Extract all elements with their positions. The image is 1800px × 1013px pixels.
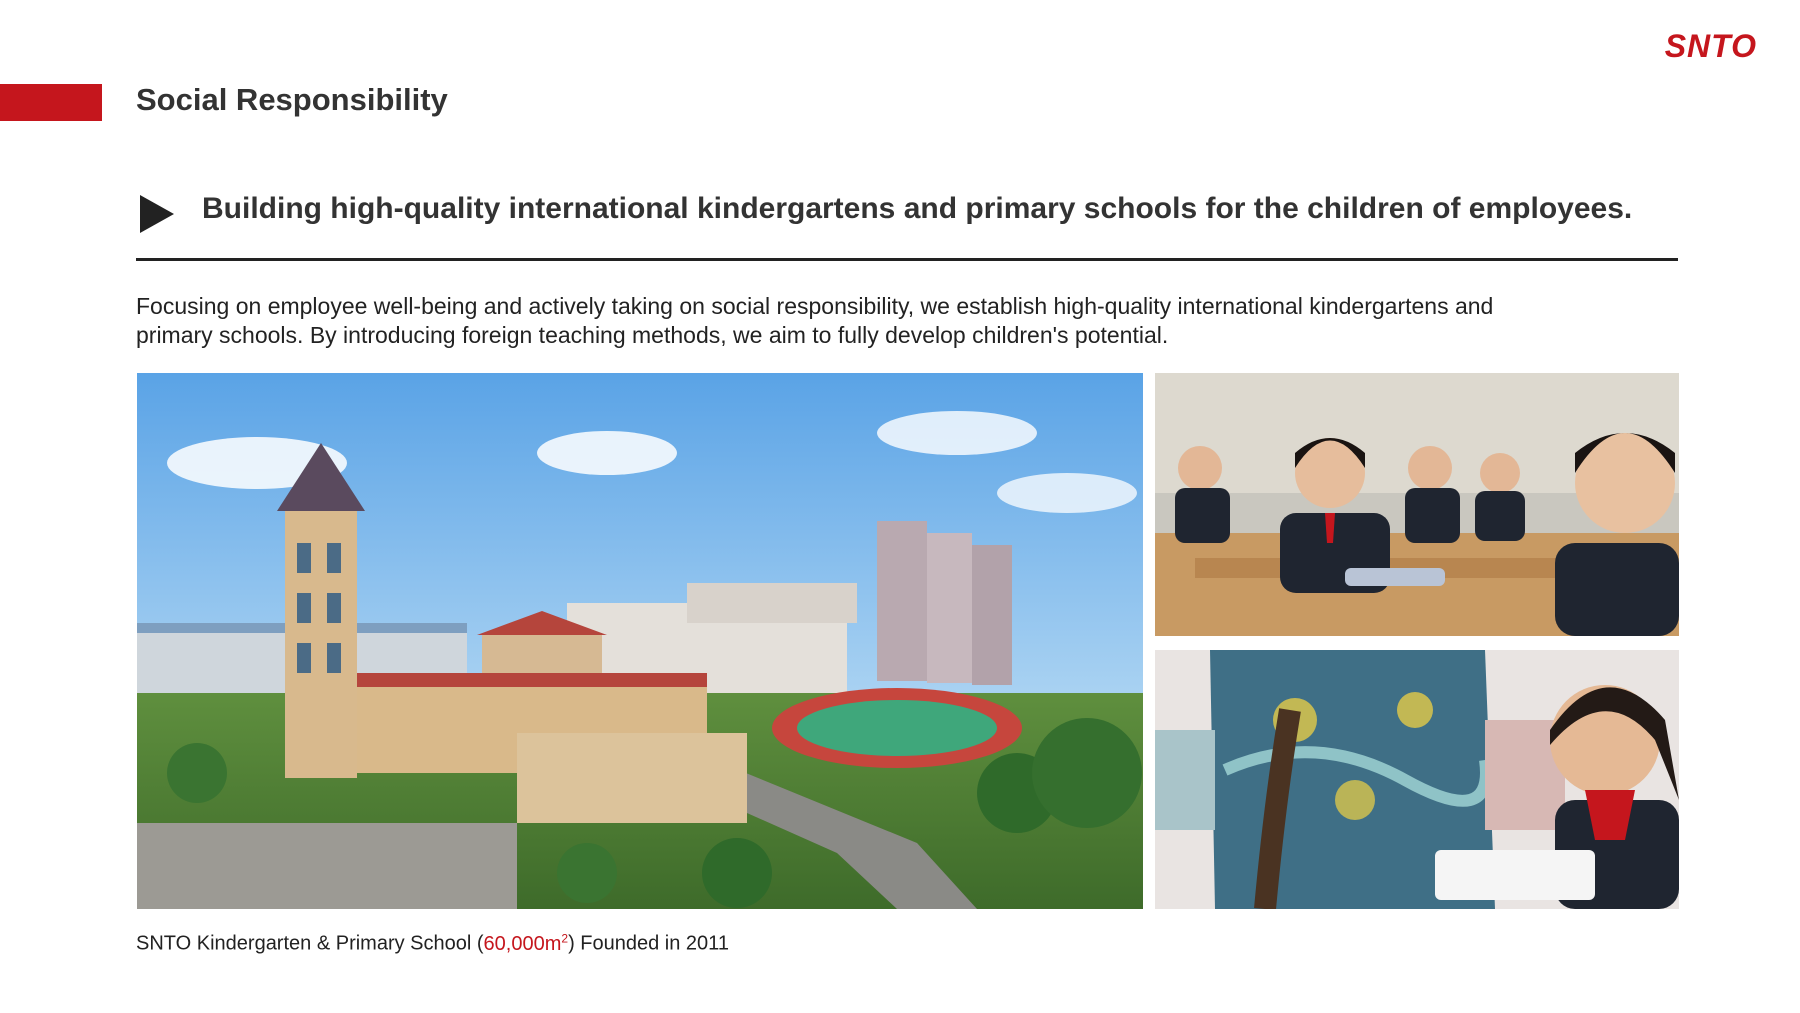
intro-paragraph (136, 292, 1666, 350)
campus-aerial-photo (137, 373, 1143, 909)
intro-line-2: primary schools. By introducing foreign teaching methods, we aim to fully develop children's potential. (136, 322, 1169, 348)
caption-prefix: SNTO Kindergarten & Primary School ( (136, 932, 484, 955)
classroom-photo (1155, 373, 1679, 636)
caption-area-value (484, 933, 569, 955)
headline: Building high-quality international kindergartens and primary schools for the children of employees. (202, 192, 1633, 225)
art-class-photo (1155, 650, 1679, 909)
photo-caption (136, 925, 729, 957)
caption-area-number: 60,000m (483, 932, 562, 955)
section-accent-bar (0, 84, 102, 121)
play-triangle-icon (140, 195, 174, 233)
section-title: Social Responsibility (136, 82, 448, 117)
headline-divider (136, 258, 1678, 261)
intro-line-1: Focusing on employee well-being and actively taking on social responsibility, we establish high-quality international kindergartens and (136, 293, 1494, 319)
caption-area-exponent: 2 (561, 931, 569, 945)
snto-logo: SNTO (1664, 28, 1757, 64)
caption-suffix: ) Founded in 2011 (568, 932, 729, 955)
